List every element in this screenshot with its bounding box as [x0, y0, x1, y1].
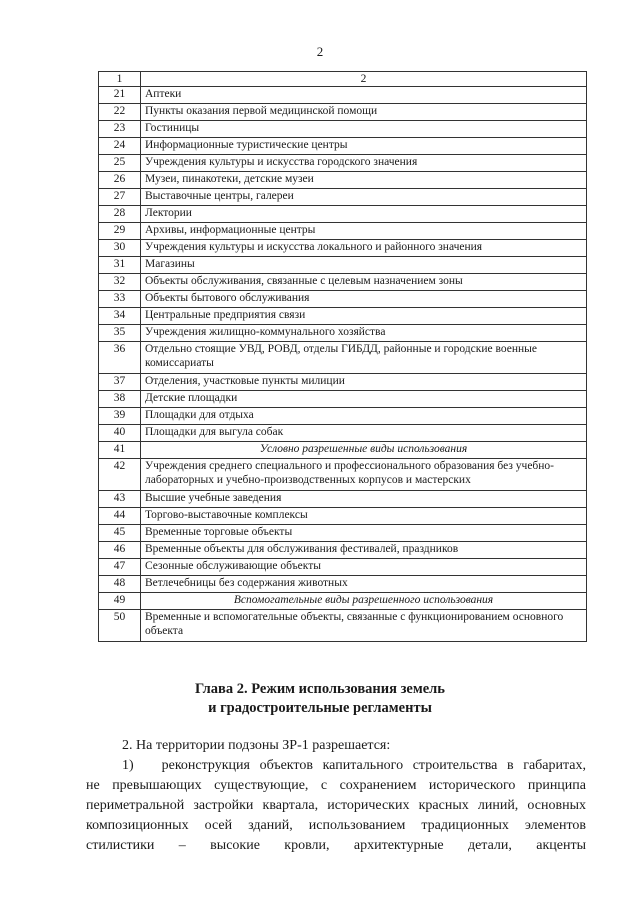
row-number: 49: [99, 593, 141, 610]
land-use-table: [98, 71, 587, 642]
row-number: 23: [99, 121, 141, 138]
row-number: 27: [99, 189, 141, 206]
table-row: [99, 425, 587, 442]
row-number: 39: [99, 408, 141, 425]
list-item-1-line-1: [86, 756, 586, 776]
row-number: 41: [99, 442, 141, 459]
row-number: 45: [99, 525, 141, 542]
list-item-marker: 1): [122, 758, 134, 773]
row-text: Учреждения культуры и искусства локального и районного значения: [141, 240, 587, 257]
row-number: 33: [99, 291, 141, 308]
row-text: Учреждения среднего специального и профессионального образования без учебно-лабораторных и учебно-производственных корпусов и мастерских: [141, 459, 587, 491]
row-text: Площадки для отдыха: [141, 408, 587, 425]
table-row: [99, 206, 587, 223]
list-item-1-line-3: периметральной застройки квартала, исторических красных линий, основных: [86, 798, 586, 813]
row-number: 47: [99, 559, 141, 576]
table-row: [99, 342, 587, 374]
row-number: 40: [99, 425, 141, 442]
table-row: [99, 576, 587, 593]
row-number: 37: [99, 374, 141, 391]
row-number: 35: [99, 325, 141, 342]
table-row: [99, 121, 587, 138]
table-row: [99, 610, 587, 642]
row-text: Информационные туристические центры: [141, 138, 587, 155]
row-number: 44: [99, 508, 141, 525]
row-text: Лектории: [141, 206, 587, 223]
row-text: Ветлечебницы без содержания животных: [141, 576, 587, 593]
row-number: 24: [99, 138, 141, 155]
row-text: Объекты бытового обслуживания: [141, 291, 587, 308]
table-row: [99, 559, 587, 576]
row-text: Высшие учебные заведения: [141, 491, 587, 508]
page-number: 2: [316, 44, 324, 59]
table-row: [99, 172, 587, 189]
table-row: [99, 508, 587, 525]
row-number: 26: [99, 172, 141, 189]
table-row: [99, 325, 587, 342]
row-number: 30: [99, 240, 141, 257]
table-row: [99, 525, 587, 542]
row-text: Учреждения культуры и искусства городского значения: [141, 155, 587, 172]
table-row: [99, 223, 587, 240]
table-row: [99, 408, 587, 425]
paragraph-intro: 2. На территории подзоны ЗР-1 разрешается:: [122, 738, 391, 753]
row-number: 48: [99, 576, 141, 593]
row-number: 50: [99, 610, 141, 642]
table-row: [99, 391, 587, 408]
row-text: Сезонные обслуживающие объекты: [141, 559, 587, 576]
row-text: Учреждения жилищно-коммунального хозяйства: [141, 325, 587, 342]
row-text: Временные и вспомогательные объекты, связанные с функционированием основного объекта: [141, 610, 587, 642]
row-text: Временные торговые объекты: [141, 525, 587, 542]
row-number: 34: [99, 308, 141, 325]
table-row: [99, 542, 587, 559]
chapter-title-line-1: Глава 2. Режим использования земель: [195, 681, 445, 697]
row-text: Центральные предприятия связи: [141, 308, 587, 325]
row-number: 43: [99, 491, 141, 508]
section-heading: Условно разрешенные виды использования: [141, 442, 587, 459]
list-item-1-line-4: композиционных осей зданий, использованием традиционных элементов: [86, 818, 586, 833]
table-row: [99, 138, 587, 155]
row-number: 25: [99, 155, 141, 172]
row-text: Аптеки: [141, 87, 587, 104]
row-text: Магазины: [141, 257, 587, 274]
row-text: Гостиницы: [141, 121, 587, 138]
row-text: Отделения, участковые пункты милиции: [141, 374, 587, 391]
table-row: [99, 104, 587, 121]
table-section-row: [99, 593, 587, 610]
row-number: 28: [99, 206, 141, 223]
list-item-1: [86, 756, 586, 856]
row-number: 29: [99, 223, 141, 240]
table-section-row: [99, 442, 587, 459]
row-number: 21: [99, 87, 141, 104]
row-text: Торгово-выставочные комплексы: [141, 508, 587, 525]
header-col-1: 1: [99, 72, 141, 87]
row-number: 38: [99, 391, 141, 408]
chapter-title: [0, 680, 640, 718]
table-row: [99, 240, 587, 257]
list-item-1-line-5: стилистики – высокие кровли, архитектурные детали, акценты: [86, 838, 586, 853]
row-number: 46: [99, 542, 141, 559]
table-row: [99, 189, 587, 206]
chapter-title-line-2: и градостроительные регламенты: [208, 700, 432, 716]
table-row: [99, 274, 587, 291]
row-text: Объекты обслуживания, связанные с целевым назначением зоны: [141, 274, 587, 291]
row-text: Пункты оказания первой медицинской помощи: [141, 104, 587, 121]
row-text: Детские площадки: [141, 391, 587, 408]
row-text: Площадки для выгула собак: [141, 425, 587, 442]
row-number: 32: [99, 274, 141, 291]
table-row: [99, 459, 587, 491]
row-text: Архивы, информационные центры: [141, 223, 587, 240]
header-col-2: 2: [141, 72, 587, 87]
table-row: [99, 291, 587, 308]
table-row: [99, 491, 587, 508]
row-number: 22: [99, 104, 141, 121]
row-text: Выставочные центры, галереи: [141, 189, 587, 206]
row-number: 42: [99, 459, 141, 491]
list-item-1-text-1: реконструкция объектов капитального строительства в габаритах,: [161, 758, 586, 773]
row-number: 31: [99, 257, 141, 274]
table-row: [99, 374, 587, 391]
list-item-1-line-2: не превышающих существующие, с сохранением исторического принципа: [86, 778, 586, 793]
table-row: [99, 308, 587, 325]
table-row: [99, 87, 587, 104]
row-text: Временные объекты для обслуживания фестивалей, праздников: [141, 542, 587, 559]
row-text: Отдельно стоящие УВД, РОВД, отделы ГИБДД, районные и городские военные комиссариаты: [141, 342, 587, 374]
table-header-row: [99, 72, 587, 87]
row-text: Музеи, пинакотеки, детские музеи: [141, 172, 587, 189]
table-row: [99, 155, 587, 172]
row-number: 36: [99, 342, 141, 374]
section-heading: Вспомогательные виды разрешенного использования: [141, 593, 587, 610]
table-row: [99, 257, 587, 274]
